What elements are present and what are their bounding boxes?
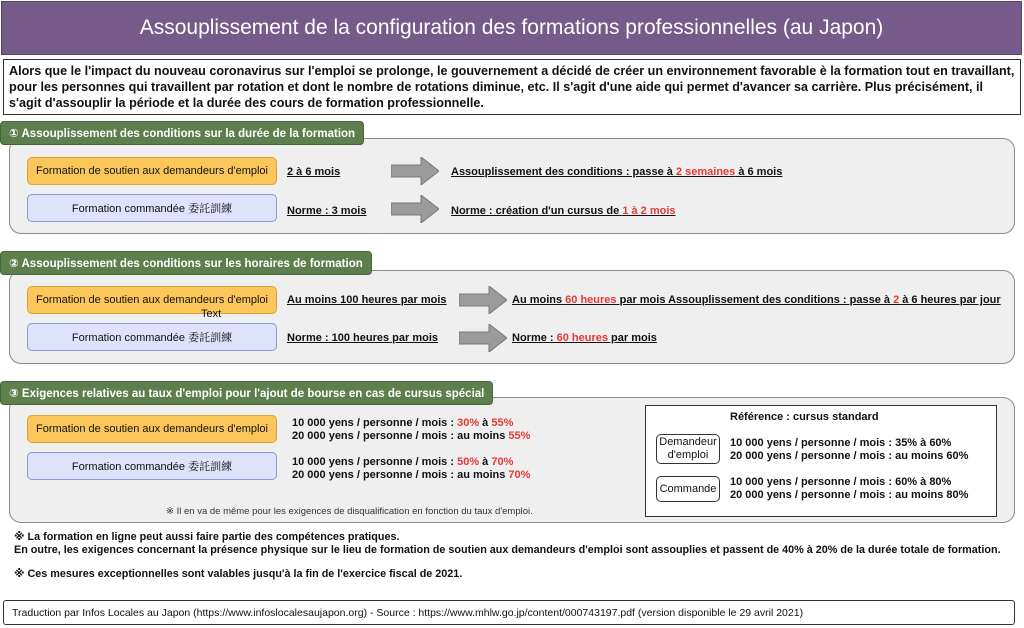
section2-commissioned-pill: Formation commandée 委託訓練 [27, 323, 277, 351]
section1-tag: ① Assouplissement des conditions sur la durée de la formation [0, 121, 364, 145]
section1-commissioned-pill: Formation commandée 委託訓練 [27, 194, 277, 222]
section3-job-seeker-pill: Formation de soutien aux demandeurs d'emploi [27, 415, 277, 443]
header-banner [1, 1, 1022, 55]
section3-row1-line2: 20 000 yens / personne / mois : au moins 55% [292, 430, 531, 442]
reference-job-seeker-line1: 10 000 yens / personne / mois : 35% à 60% [730, 437, 952, 449]
section1-row2-before: Norme : 3 mois [287, 205, 367, 217]
section2-tag: ② Assouplissement des conditions sur les horaires de formation [0, 251, 372, 275]
section3-row1-line1: 10 000 yens / personne / mois : 30% à 55% [292, 417, 514, 429]
section3-commissioned-pill: Formation commandée 委託訓練 [27, 452, 277, 480]
reference-job-seeker-box: Demandeur d'emploi [656, 434, 720, 464]
section1-row1-arrow-icon [391, 157, 439, 185]
reference-commande-line2: 20 000 yens / personne / mois : au moins 80% [730, 489, 969, 501]
section1-row2-after: Norme : création d'un cursus de 1 à 2 mois [451, 205, 676, 217]
section1-row1-before: 2 à 6 mois [287, 166, 341, 178]
section1-row2-arrow-icon [391, 195, 439, 223]
section3-row2-line2: 20 000 yens / personne / mois : au moins 70% [292, 469, 531, 481]
section2-row2-arrow-icon [459, 324, 507, 352]
note-physical-presence: En outre, les exigences concernant la présence physique sur le lieu de formation de soutien aux demandeurs d'emploi sont assouplies et passent de 40% à 20% de la durée totale de formation. [14, 544, 1001, 556]
section3-tag: ③ Exigences relatives au taux d'emploi pour l'ajout de bourse en cas de cursus spécial [0, 381, 493, 405]
section3-row2-line1: 10 000 yens / personne / mois : 50% à 70% [292, 456, 514, 468]
page-title: Assouplissement de la configuration des formations professionnelles (au Japon) [139, 16, 884, 39]
section2-row2-before: Norme : 100 heures par mois [287, 332, 439, 344]
reference-title: Référence : cursus standard [730, 411, 879, 423]
section2-row1-arrow-icon [459, 286, 507, 314]
section1-row1-after: Assouplissement des conditions : passe à 2 semaines à 6 mois [451, 166, 783, 178]
intro-paragraph: Alors que le l'impact du nouveau coronavirus sur l'emploi se prolonge, le gouvernement a décidé de créer un environnement favorable è la formation tout en travaillant, pour les personnes qui travaillent par rotation et dont le nombre de rotations diminue, etc. Il s'agit d'une aide qui permet d'avancer sa carrière. Plus précisément, il s'agit d'assouplir la période et la durée des cours de formation professionnelle. [3, 59, 1021, 115]
section2-row2-after: Norme : 60 heures par mois [512, 332, 657, 344]
reference-box [645, 405, 997, 517]
reference-commande-line1: 10 000 yens / personne / mois : 60% à 80% [730, 476, 952, 488]
footer-source [3, 600, 1015, 625]
bottom-notes [14, 531, 1004, 581]
reference-commande-box: Commande [656, 476, 720, 502]
section3-disqualification-note: ※ Il en va de même pour les exigences de disqualification en fonction du taux d'emploi. [166, 506, 533, 517]
section2-stray-text: Text [201, 308, 222, 320]
footer-text: Traduction par Infos Locales au Japon (https://www.infoslocalesaujapon.org) - Source : https://www.mhlw.go.jp/content/000743197.pdf (version disponible le 29 avril 2021) [12, 606, 804, 619]
reference-job-seeker-line2: 20 000 yens / personne / mois : au moins 60% [730, 450, 969, 462]
section1-job-seeker-pill: Formation de soutien aux demandeurs d'emploi [27, 157, 277, 185]
section2-row1-before: Au moins 100 heures par mois [287, 294, 447, 306]
section2-job-seeker-pill: Formation de soutien aux demandeurs d'emploi [27, 286, 277, 314]
note-validity: ※ Ces mesures exceptionnelles sont valables jusqu'à la fin de l'exercice fiscal de 2021. [14, 568, 463, 580]
note-online-training: ※ La formation en ligne peut aussi faire partie des compétences pratiques. [14, 531, 400, 543]
section2-row1-after: Au moins 60 heures par mois Assouplissement des conditions : passe à 2 à 6 heures par jour [512, 294, 1001, 306]
